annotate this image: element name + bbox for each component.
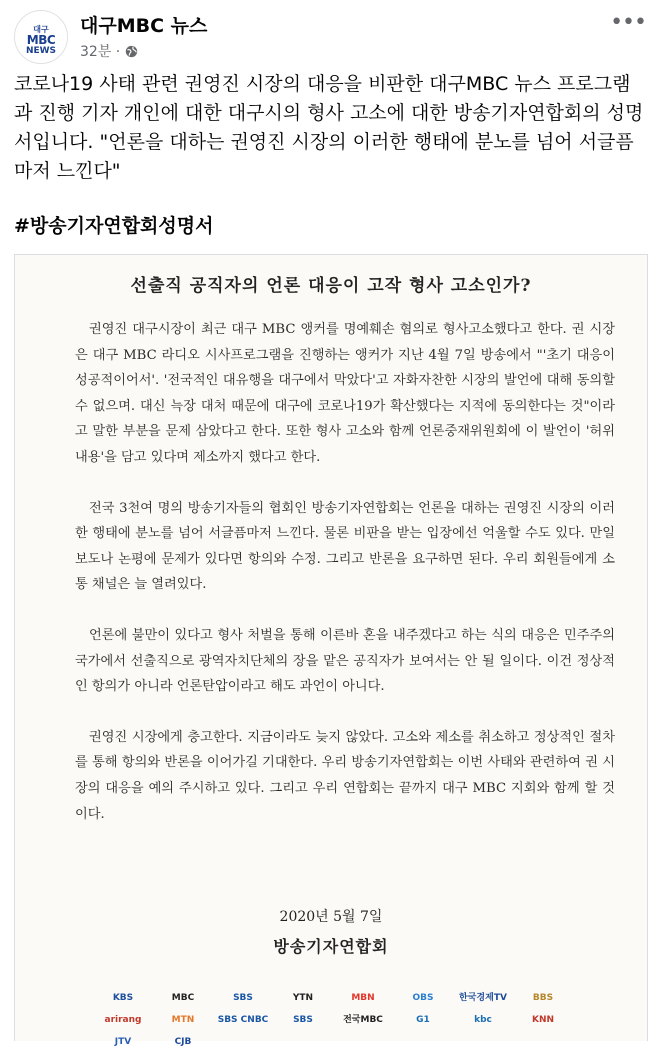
broadcaster-logo: 한국경제TV — [459, 993, 507, 1003]
broadcaster-logo: SBS — [233, 993, 253, 1003]
post-time[interactable]: 32분 · — [80, 44, 121, 60]
post-body — [14, 70, 646, 186]
globe-icon[interactable] — [125, 45, 138, 58]
post-header — [0, 0, 660, 68]
statement-title: 선출직 공직자의 언론 대응이 고작 형사 고소인가? — [130, 276, 532, 296]
broadcaster-logo: kbc — [474, 1015, 492, 1025]
avatar-top-text: 대구 — [33, 25, 49, 34]
statement-paragraph: 전국 3천여 명의 방송기자들의 협회인 방송기자연합회는 언론을 대하는 권영진 시장의 이러한 행태에 분노를 넘어 서글픔마저 느낀다. 물론 비판을 받는 입장에선 억울할 수도 있다. 만일 보도나 논평에 문제가 있다면 항의와 수정. 그리고 반론을 요구하면 된다. 우리 회원들에게 소통 채널은 늘 열려있다. — [75, 500, 615, 593]
broadcaster-logo: OBS — [412, 993, 434, 1003]
avatar-logo-text: MBC — [26, 33, 56, 47]
broadcaster-logo: G1 — [416, 1015, 430, 1025]
broadcaster-logo: CJB — [174, 1037, 192, 1047]
avatar-bottom-text: NEWS — [25, 46, 57, 56]
broadcaster-logo: SBS CNBC — [217, 1015, 269, 1025]
more-dots-icon[interactable]: ••• — [610, 10, 646, 35]
hashtag-link[interactable]: #방송기자연합회성명서 — [14, 215, 214, 237]
avatar[interactable] — [14, 10, 68, 64]
broadcaster-logo: KNN — [531, 1015, 555, 1025]
broadcaster-logo: MTN — [171, 1015, 195, 1025]
broadcaster-logo: 전국MBC — [343, 1015, 383, 1025]
broadcaster-logo: KBS — [112, 993, 134, 1003]
post-meta — [80, 41, 138, 61]
statement-paragraph: 권영진 대구시장이 최근 대구 MBC 앵커를 명예훼손 혐의로 형사고소했다고 한다. 권 시장은 대구 MBC 라디오 시사프로그램을 진행하는 앵커가 지난 4월 7일 방송에서 "'초기 대응이 성공적이어서'. '전국적인 대유행을 대구에서 막았다'고 자화자찬한 시장의 발언에 대해 동의할 수 없으며. 대신 늑장 대처 때문에 대구에 코로나19가 확산했다는 지적에 동의한다는 것"이라고 말한 부분을 문제 삼았다고 한다. 또한 형사 고소와 함께 언론중재위원회에 이 발언이 '허위 내용'을 담고 있다며 제소까지 했다고 한다. — [75, 322, 615, 465]
broadcaster-logo: BBS — [532, 993, 554, 1003]
page-name-link[interactable]: 대구MBC 뉴스 — [80, 15, 208, 37]
statement-body — [75, 317, 615, 852]
broadcaster-logo: SBS — [293, 1015, 313, 1025]
broadcaster-logo: YTN — [292, 993, 314, 1003]
broadcaster-logo: arirang — [104, 1015, 142, 1025]
broadcaster-logos — [93, 991, 573, 1049]
broadcaster-logo: JTV — [114, 1037, 132, 1047]
broadcaster-logo: MBC — [171, 993, 195, 1003]
statement-signature: 방송기자연합회 — [273, 937, 389, 956]
post-message: 코로나19 사태 관련 권영진 시장의 대응을 비판한 대구MBC 뉴스 프로그램과 진행 기자 개인에 대한 대구시의 형사 고소에 대한 방송기자연합회의 성명서입니다. "언론을 대하는 권영진 시장의 이러한 행태에 분노를 넘어 서글픔마저 느낀다" — [14, 73, 644, 182]
statement-paragraph: 권영진 시장에게 충고한다. 지금이라도 늦지 않았다. 고소와 제소를 취소하고 정상적인 절차를 통해 항의와 반론을 이어가길 기대한다. 우리 방송기자연합회는 이번 사태와 관련하여 권 시장의 대응을 예의 주시하고 있다. 그리고 우리 연합회는 끝까지 대구 MBC 지회와 함께 할 것이다. — [75, 729, 615, 822]
statement-paragraph: 언론에 불만이 있다고 형사 처벌을 통해 이른바 혼을 내주겠다고 하는 식의 대응은 민주주의 국가에서 선출직으로 광역자치단체의 장을 맡은 공직자가 보여서는 안 될 일이다. 이건 정상적인 항의가 아니라 언론탄압이라고 해도 과언이 아니다. — [75, 627, 615, 695]
statement-image[interactable] — [14, 254, 648, 1047]
statement-date: 2020년 5월 7일 — [279, 909, 383, 925]
broadcaster-logo: MBN — [351, 993, 375, 1003]
